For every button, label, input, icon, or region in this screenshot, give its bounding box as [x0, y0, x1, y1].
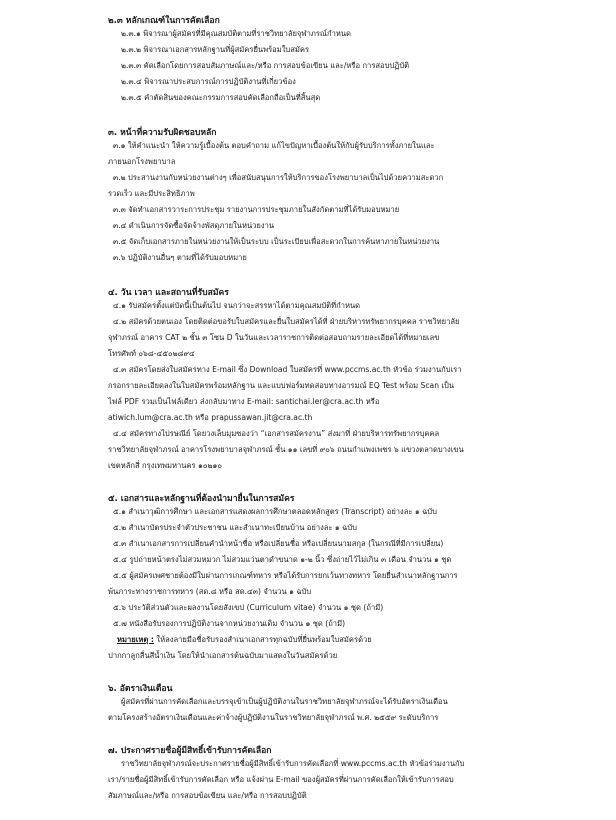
- note-text: ให้ลงลายมือชื่อรับรองสำเนาเอกสารทุกฉบับที่ยื่นพร้อมใบสมัครด้วย: [156, 635, 372, 644]
- note-label: หมายเหตุ :: [117, 635, 154, 644]
- criteria-item: ๒.๓.๑ พิจารณาผู้สมัครที่มีคุณสมบัติตามที่ราชวิทยาลัยจุฬาภรณ์กำหนด: [121, 29, 351, 38]
- duty-line: ๓.๔ ดำเนินการจัดซื้อจัดจ้างพัสดุภายในหน่วยงาน: [113, 221, 275, 230]
- application-line: ไฟล์ PDF รวมเป็นไฟล์เดียว ส่งกลับมาทาง E-mail: santichai.ler@cra.ac.th หรือ: [108, 397, 380, 406]
- salary-line: ผู้สมัครที่ผ่านการคัดเลือกและบรรจุเข้าเป็นผู้ปฏิบัติงานในราชวิทยาลัยจุฬาภรณ์จะได้รับอัตราเงินเดือน: [121, 697, 448, 706]
- duty-line: ๓.๑ ให้คำแนะนำ ให้ความรู้เบื้องต้น ตอบคำถาม แก้ไขปัญหาเบื้องต้นให้กับผู้รับบริการทั้งภายในและ: [113, 141, 435, 150]
- application-line: โทรศัพท์ ๐๖๘-๔๕๐๒๘๙๔: [108, 349, 195, 358]
- document-line: ๕.๗ หนังสือรับรองการปฏิบัติงานจากหน่วยงานเดิม จำนวน ๑ ชุด (ถ้ามี): [113, 619, 346, 628]
- criteria-item: ๒.๓.๒ พิจารณาเอกสารหลักฐานที่ผู้สมัครยื่นพร้อมใบสมัคร: [121, 45, 310, 54]
- note-line-2: ปากกาลูกลื่นสีน้ำเงิน โดยให้นำเอกสารต้นฉบับมาแสดงในวันสมัครด้วย: [108, 651, 338, 660]
- criteria-item: ๒.๓.๔ พิจารณาประสบการณ์การปฏิบัติงานที่เกี่ยวข้อง: [121, 77, 296, 86]
- duty-line: ๓.๒ ประสานงานกับหน่วยงานต่างๆ เพื่อสนับสนุนการให้บริการของโรงพยาบาลเป็นไปด้วยความสะดวก: [113, 173, 444, 182]
- section-7-heading: ๗. ประกาศรายชื่อผู้มีสิทธิ์เข้ารับการคัดเลือก: [108, 746, 272, 756]
- application-line: กรอกรายละเอียดลงในใบสมัครพร้อมหลักฐาน และแบบฟอร์มทดสอบทางอารมณ์ EQ Test พร้อม Scan เป็น: [108, 381, 455, 390]
- salary-line: ตามโครงสร้างอัตราเงินเดือนและค่าจ้างผู้ปฏิบัติงานในราชวิทยาลัยจุฬาภรณ์ พ.ศ. ๒๕๕๙ ระดับบริการ: [108, 713, 439, 722]
- section-6-heading: ๖. อัตราเงินเดือน: [108, 684, 173, 694]
- duty-line: ๓.๓ จัดทำเอกสารวาระการประชุม รายงานการประชุมภายในสังกัดตามที่ได้รับมอบหมาย: [113, 205, 400, 214]
- note-line: [117, 635, 372, 645]
- application-line: ราชวิทยาลัยจุฬาภรณ์ อาคารโรงพยาบาลจุฬาภรณ์ ชั้น ๑๑ เลขที่ ๙๐๖ ถนนกำแพงเพชร ๖ แขวงตลาดบางเขน: [108, 445, 464, 454]
- application-line: atiwich.lum@cra.ac.th หรือ prapussawan.jit@cra.ac.th: [108, 413, 313, 422]
- document-line: ๕.๔ รูปถ่ายหน้าตรงไม่สวมหมวก ไม่สวมแว่นตาดำขนาด ๑-๒ นิ้ว ซึ่งถ่ายไว้ไม่เกิน ๓ เดือน จำนวน ๑ ชุด: [113, 555, 452, 564]
- application-line: เขตหลักสี่ กรุงเทพมหานคร ๑๐๒๑๐: [108, 461, 222, 470]
- document-line: พ้นภาระทางราชการทหาร (สด.๘ หรือ สด.๔๓) จำนวน ๑ ฉบับ: [108, 587, 312, 596]
- duty-line: รวดเร็ว และมีประสิทธิภาพ: [108, 189, 195, 198]
- section-5-heading: ๕. เอกสารและหลักฐานที่ต้องนำมายื่นในการสมัคร: [108, 494, 295, 504]
- section-4-heading: ๔. วัน เวลา และสถานที่รับสมัคร: [108, 288, 229, 298]
- criteria-item: ๒.๓.๕ คำตัดสินของคณะกรรมการสอบคัดเลือกถือเป็นที่สิ้นสุด: [121, 93, 321, 102]
- application-line: ๔.๔ สมัครทางไปรษณีย์ โดยวงเล็บมุมซองว่า “เอกสารสมัครงาน” ส่งมาที่ ฝ่ายบริหารทรัพยากรบุคคล: [113, 429, 440, 438]
- section-2-3-heading: ๒.๓ หลักเกณฑ์ในการคัดเลือก: [108, 16, 220, 26]
- section-3-heading: ๓. หน้าที่ความรับผิดชอบหลัก: [108, 128, 217, 138]
- criteria-item: ๒.๓.๓ คัดเลือกโดยการสอบสัมภาษณ์และ/หรือ การสอบข้อเขียน และ/หรือ การสอบปฏิบัติ: [121, 61, 410, 70]
- duty-line: ๓.๕ จัดเก็บเอกสารภายในหน่วยงานให้เป็นระบบ เป็นระเบียบเพื่อสะดวกในการค้นหาภายในหน่วยงาน: [113, 237, 440, 246]
- document-line: ๕.๓ สำเนาเอกสารการเปลี่ยนคำนำหน้าชื่อ หรือเปลี่ยนชื่อ หรือเปลี่ยนนามสกุล (ในกรณีที่มีการเปลี่ยน): [113, 539, 444, 548]
- application-line: ๔.๒ สมัครด้วยตนเอง โดยติดต่อขอรับใบสมัครและยื่นใบสมัครได้ที่ ฝ่ายบริหารทรัพยากรบุคคล ราชวิทยาลัย: [113, 317, 460, 326]
- document-line: ๕.๕ ผู้สมัครเพศชายต้องมีใบผ่านการเกณฑ์ทหาร หรือได้รับการยกเว้นทางทหาร โดยยื่นสำเนาหลักฐานการ: [113, 571, 458, 580]
- application-line: ๔.๓ สมัครโดยส่งใบสมัครทาง E-mail ซึ่ง Download ใบสมัครที่ www.pccms.ac.th หัวข้อ ร่วมงานกับเรา: [113, 365, 462, 374]
- duty-line: ๓.๖ ปฏิบัติงานอื่นๆ ตามที่ได้รับมอบหมาย: [113, 253, 247, 262]
- announcement-line: เรา/รายชื่อผู้มีสิทธิ์เข้ารับการคัดเลือก หรือ แจ้งผ่าน E-mail ของผู้สมัครที่ผ่านการคัดเลือกให้เข้ารับการสอบ: [108, 775, 454, 784]
- announcement-line: สัมภาษณ์และ/หรือ การสอบข้อเขียน และ/หรือ การสอบปฏิบัติ: [108, 791, 307, 800]
- document-line: ๕.๑ สำเนาวุฒิการศึกษา และเอกสารแสดงผลการศึกษาตลอดหลักสูตร (Transcript) อย่างละ ๑ ฉบับ: [113, 507, 437, 516]
- document-line: ๕.๒ สำเนาบัตรประจำตัวประชาชน และสำเนาทะเบียนบ้าน อย่างละ ๑ ฉบับ: [113, 523, 357, 532]
- duty-line: ภายนอกโรงพยาบาล: [108, 157, 176, 166]
- application-line: จุฬาภรณ์ อาคาร CAT ๒ ชั้น ๓ โซน D ในวันและเวลาราชการติดต่อสอบถามรายละเอียดได้ที่หมายเลข: [108, 333, 440, 342]
- document-line: ๕.๖ ประวัติส่วนตัวและผลงานโดยสังเขป (Curriculum vitae) จำนวน ๑ ชุด (ถ้ามี): [113, 603, 384, 612]
- application-line: ๔.๑ รับสมัครตั้งแต่บัดนี้เป็นต้นไป จนกว่าจะสรรหาได้ตามคุณสมบัติที่กำหนด: [113, 301, 361, 310]
- announcement-line: ราชวิทยาลัยจุฬาภรณ์จะประกาศรายชื่อผู้มีสิทธิ์เข้ารับการคัดเลือกที่ www.pccms.ac.th หัวข้อร่วมงานกับ: [121, 759, 465, 768]
